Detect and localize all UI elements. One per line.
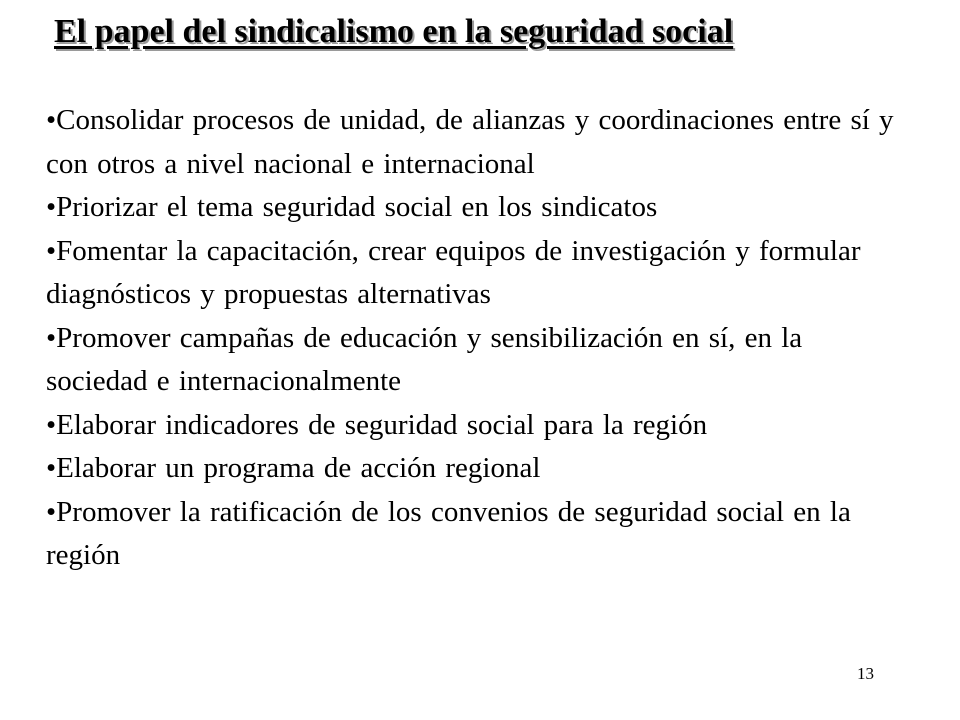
bullet-marker: • <box>46 104 57 136</box>
bullet-text: Fomentar la capacitación, crear equipos de investigación y formular diagnósticos y propuestas alternativas <box>46 234 861 310</box>
bullet-marker: • <box>46 495 57 528</box>
bullet-item <box>46 99 896 186</box>
bullet-text: Elaborar indicadores de seguridad social para la región <box>56 408 708 441</box>
bullet-text: Consolidar procesos de unidad, de alianzas y coordinaciones entre sí y con otros a nivel nacional e internacional <box>46 104 894 180</box>
bullet-text: Promover la ratificación de los convenios de seguridad social en la región <box>46 495 851 571</box>
bullet-text: Promover campañas de educación y sensibilización en sí, en la sociedad e internacionalmente <box>46 321 803 397</box>
bullet-item <box>46 404 896 448</box>
page-number: 13 <box>857 664 874 683</box>
bullet-marker: • <box>46 321 57 354</box>
bullet-marker: • <box>46 452 57 484</box>
bullet-text: Elaborar un programa de acción regional <box>56 452 541 484</box>
slide-title: El papel del sindicalismo en la seguridad social <box>54 13 734 50</box>
bullet-marker: • <box>46 191 57 223</box>
bullet-item <box>46 317 896 404</box>
bullet-text: Priorizar el tema seguridad social en los sindicatos <box>56 191 658 223</box>
bullet-item <box>46 447 896 491</box>
bullet-item <box>46 230 896 317</box>
bullet-marker: • <box>46 408 57 441</box>
bullet-list <box>46 99 896 578</box>
bullet-item <box>46 186 896 230</box>
bullet-marker: • <box>46 234 57 267</box>
bullet-item <box>46 491 896 578</box>
